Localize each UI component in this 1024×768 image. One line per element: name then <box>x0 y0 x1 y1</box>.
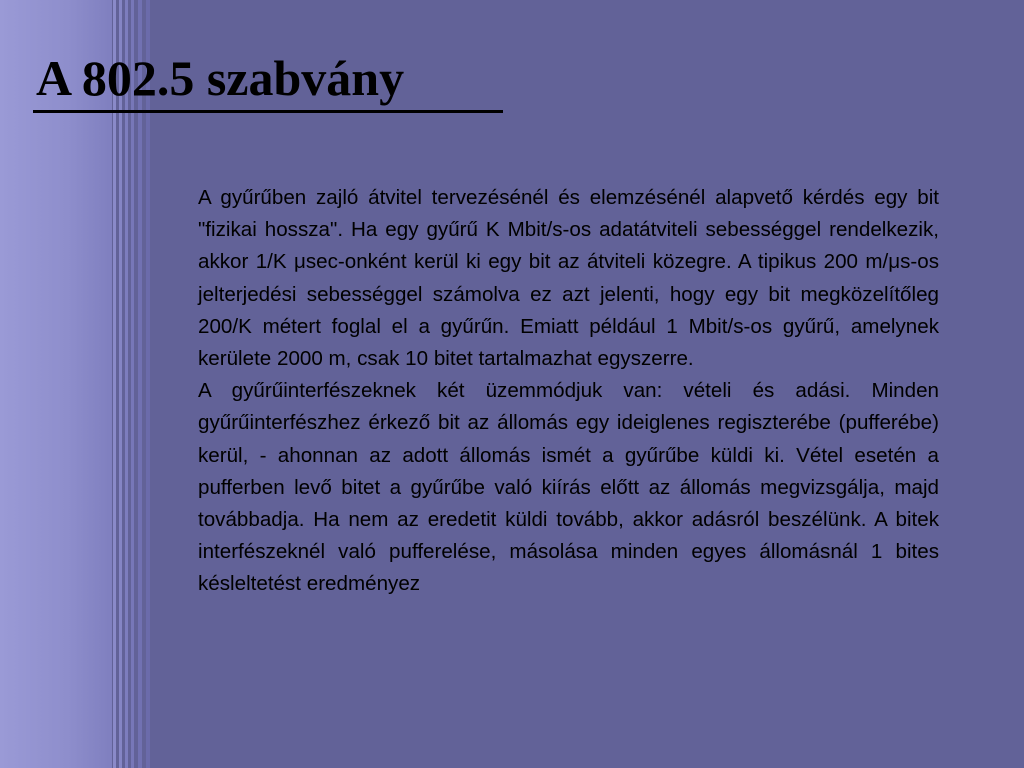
slide-body <box>198 182 939 601</box>
slide-title: A 802.5 szabvány <box>36 50 405 106</box>
decorative-stripe <box>138 0 142 768</box>
body-paragraph-2: A gyűrűinterfészeknek két üzemmódjuk van: vételi és adási. Minden gyűrűinterfészhez érkező bit az állomás egy ideiglenes regiszterébe (pufferébe) kerül, - ahonnan az adott állomás ismét a gyűrűbe küldi ki. Vétel esetén a pufferben levő bitet a gyűrűbe való kiírás előtt az állomás megvizsgálja, majd továbbadja. Ha nem az eredetit küldi tovább, akkor adásról beszélünk. A bitek interfészeknél való pufferelése, másolása minden egyes állomásnál 1 bites késleltetést eredményez <box>198 379 939 596</box>
title-underline <box>33 110 503 113</box>
decorative-stripe <box>113 0 116 768</box>
body-paragraph-1: A gyűrűben zajló átvitel tervezésénél és elemzésénél alapvető kérdés egy bit "fizikai hossza". Ha egy gyűrű K Mbit/s-os adatátviteli sebességgel rendelkezik, akkor 1/K μsec-onként kerül ki egy bit az átviteli közegre. A tipikus 200 m/μs-os jelterjedési sebességgel számolva ez azt jelenti, hogy egy bit megközelítőleg 200/K métert foglal el a gyűrűn. Emiatt például 1 Mbit/s-os gyűrű, amelynek kerülete 2000 m, csak 10 bitet tartalmazhat egyszerre. <box>198 186 939 371</box>
decorative-stripe <box>146 0 150 768</box>
decorative-stripe <box>119 0 122 768</box>
decorative-stripe <box>125 0 128 768</box>
decorative-stripe <box>131 0 134 768</box>
left-decorative-band <box>0 0 112 768</box>
